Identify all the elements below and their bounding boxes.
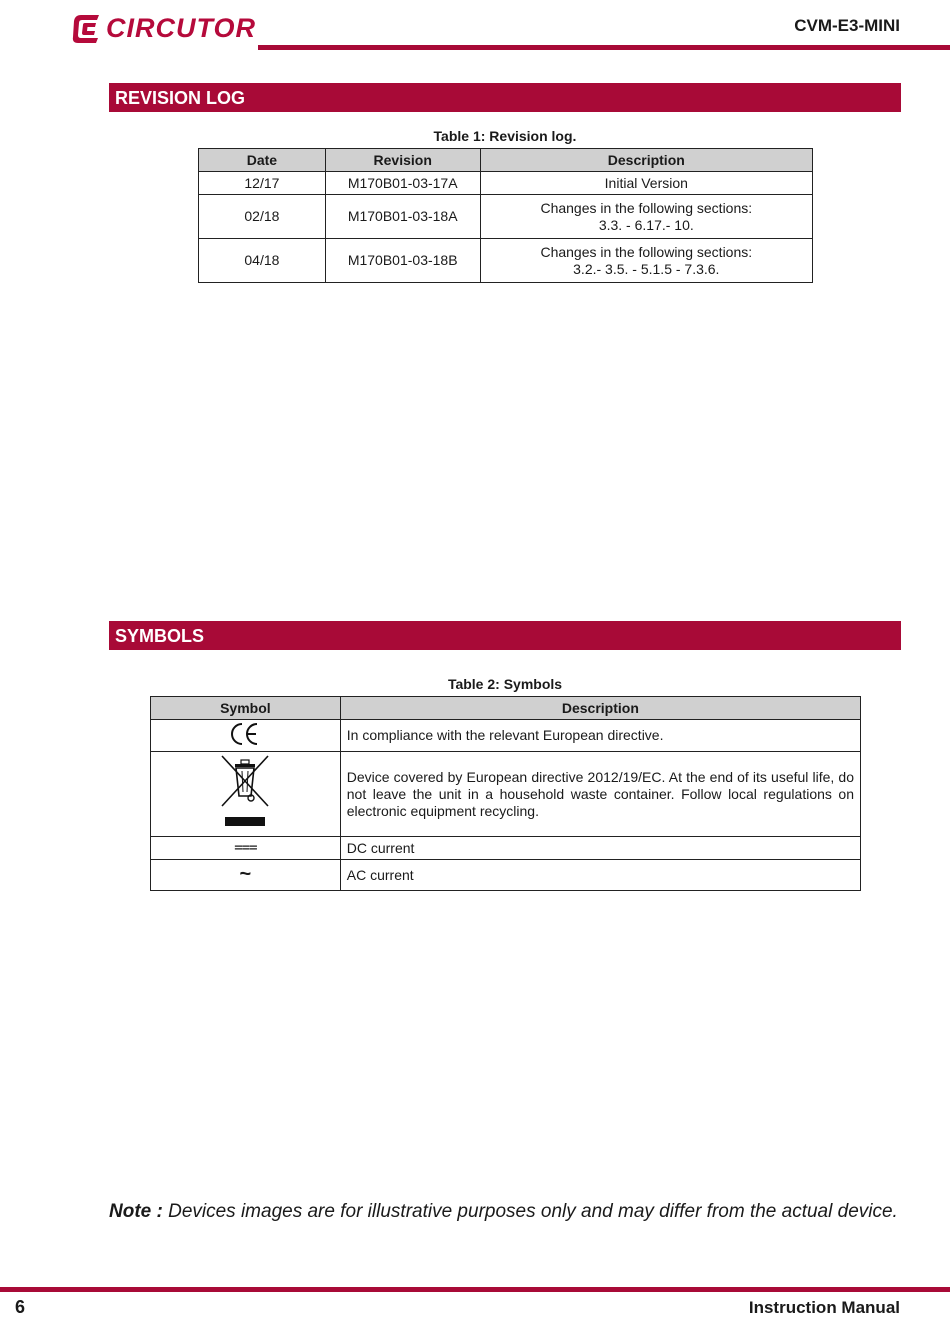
row-date: 04/18 [199, 239, 326, 283]
illustration-note [109, 1201, 898, 1223]
weee-crossed-bin-icon [218, 754, 272, 830]
document-code: CVM-E3-MINI [794, 16, 900, 35]
symbol-description: Device covered by European directive 2012/19/EC. At the end of its useful life, do not leave the unit in a household waste container. Follow local regulations on electronic equipment recycling. [340, 752, 860, 837]
description-line: 3.2.- 3.5. - 5.1.5 - 7.3.6. [573, 260, 720, 277]
symbol-cell [151, 837, 341, 860]
column-header-description: Description [340, 697, 860, 720]
symbols-table [150, 696, 861, 891]
row-description [480, 195, 812, 239]
ac-current-icon: ~ [239, 863, 252, 885]
circutor-logo [72, 12, 257, 46]
row-date: 12/17 [199, 172, 326, 195]
brand-name: CIRCUTOR [106, 13, 257, 43]
table-row [151, 837, 861, 860]
description-line: 3.3. - 6.17.- 10. [598, 216, 694, 233]
header-rule [258, 45, 950, 50]
note-text: Devices images are for illustrative purposes only and may differ from the actual device. [168, 1201, 898, 1222]
revision-table-caption: Table 1: Revision log. [433, 128, 577, 144]
table-row [151, 752, 861, 837]
table-row [199, 195, 813, 239]
description-line: Changes in the following sections: [540, 243, 753, 260]
row-revision: M170B01-03-18B [325, 239, 480, 283]
table-header-row [199, 149, 813, 172]
dc-current-icon: === [234, 840, 257, 856]
row-revision: M170B01-03-17A [325, 172, 480, 195]
symbol-description: DC current [340, 837, 860, 860]
revision-table [198, 148, 813, 283]
column-header-symbol: Symbol [151, 697, 341, 720]
note-label: Note : [109, 1201, 163, 1222]
table-row [199, 172, 813, 195]
symbol-cell [151, 860, 341, 891]
symbols-table-caption: Table 2: Symbols [447, 676, 563, 692]
table-row [151, 720, 861, 752]
ce-mark-icon [230, 722, 260, 746]
row-description [480, 239, 812, 283]
revision-log-heading: REVISION LOG [109, 83, 901, 112]
description-line: Changes in the following sections: [540, 199, 753, 216]
page-number: 6 [15, 1297, 26, 1317]
table-row [199, 239, 813, 283]
symbol-description: In compliance with the relevant European directive. [340, 720, 860, 752]
column-header-revision: Revision [325, 149, 480, 172]
table-row [151, 860, 861, 891]
row-revision: M170B01-03-18A [325, 195, 480, 239]
column-header-description: Description [480, 149, 812, 172]
footer-rule [0, 1287, 950, 1292]
table-header-row [151, 697, 861, 720]
row-date: 02/18 [199, 195, 326, 239]
column-header-date: Date [199, 149, 326, 172]
circutor-logo-icon [72, 12, 104, 46]
symbol-description: AC current [340, 860, 860, 891]
symbol-cell [151, 720, 341, 752]
row-description: Initial Version [480, 172, 812, 195]
symbols-heading: SYMBOLS [109, 621, 901, 650]
symbol-cell [151, 752, 341, 837]
manual-label: Instruction Manual [748, 1298, 900, 1317]
